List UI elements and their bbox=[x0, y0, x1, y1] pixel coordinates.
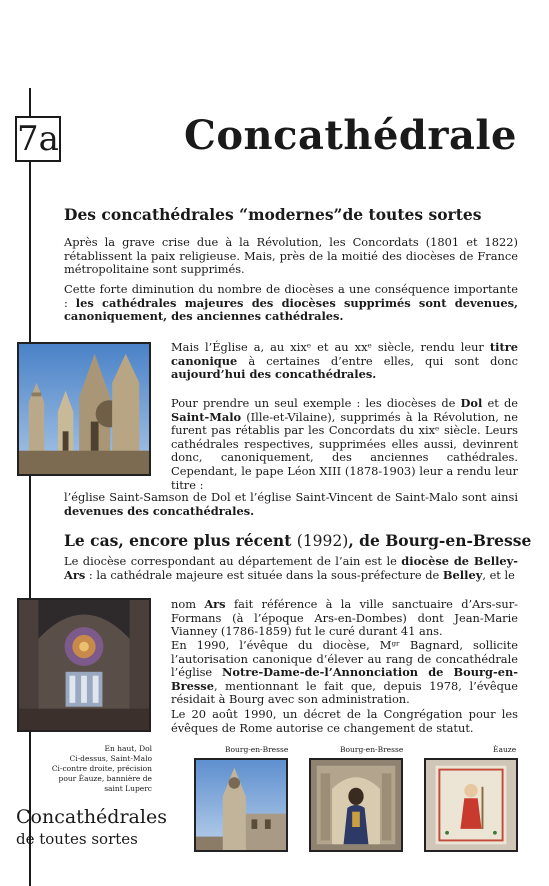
paragraph-5-bold: devenues des concathédrales. bbox=[64, 503, 255, 518]
caption-dol: En haut, Dol bbox=[104, 744, 152, 753]
paragraph-8-text-a: En 1990, l’évêque du diocèse, Mᵍʳ Bagnard, sollicite l’autorisation canonique d’élever au rang de concathédrale l’église bbox=[171, 638, 518, 680]
caption-block bbox=[40, 744, 152, 794]
caption-bourg-2: Bourg-en-Bresse bbox=[340, 745, 404, 754]
photo-bourg-exterior bbox=[194, 758, 288, 852]
photo-dol-cathedral bbox=[17, 342, 151, 476]
paragraph-3-bold-a: titre canonique bbox=[171, 340, 518, 368]
heading-2-part-a: Le cas, encore plus récent bbox=[64, 531, 297, 550]
margin-rule bbox=[29, 88, 31, 886]
paragraph-6 bbox=[64, 555, 518, 582]
paragraph-8 bbox=[171, 639, 518, 707]
paragraph-1: Après la grave crise due à la Révolution, les Concordats (1801 et 1822) rétablissent la paix religieuse. Mais, près de la moitié des diocèses de France métropolitaine sont supprimés. bbox=[64, 235, 518, 277]
paragraph-4-text-a: Pour prendre un seul exemple : les diocèses de bbox=[171, 396, 461, 410]
paragraph-7 bbox=[171, 598, 518, 639]
paragraph-3-bold-b: aujourd’hui des concathédrales. bbox=[171, 367, 377, 382]
page-title: Concathédrale bbox=[184, 112, 517, 159]
section-heading-1: Des concathédrales “modernes”de toutes sortes bbox=[64, 205, 482, 224]
paragraph-3-text-a: Mais l’Église a, au xixᵉ et au xxᵉ siècle, rendu leur bbox=[171, 340, 490, 354]
paragraph-8-text-b: , mentionnant le fait que, depuis 1978, l’évêque résidait à Bourg avec son administration. bbox=[171, 678, 518, 707]
paragraph-5 bbox=[64, 491, 518, 518]
paragraph-6-text-b: : la cathédrale majeure est située dans la sous-préfecture de bbox=[85, 567, 443, 582]
paragraph-4-text-c: (Ille-et-Vilaine), supprimés à la Révolution, ne furent pas rétablis par les Concordats du xixᵉ siècle. Leurs cathédrales respectives, supprimées elles aussi, devinrent donc, canoniquement, des anciennes cathédrales. Cependant, le pape Léon XIII (1878-1903) leur a rendu leur titre : bbox=[171, 409, 518, 492]
paragraph-6-text-a: Le diocèse correspondant au département de l’ain est le bbox=[64, 554, 402, 568]
paragraph-4-text-b: et de bbox=[482, 396, 518, 410]
paragraph-9: Le 20 août 1990, un décret de la Congrégation pour les évêques de Rome autorise ce changement de statut. bbox=[171, 707, 518, 735]
photo-eauze-banner bbox=[424, 758, 518, 852]
caption-eauze-detail: Ci-contre droite, précision pour Èauze, bannière de saint Luperc bbox=[51, 764, 152, 793]
section-heading-2 bbox=[64, 531, 531, 550]
paragraph-4-dol: Dol bbox=[460, 396, 483, 410]
section-number: 7a bbox=[15, 116, 61, 162]
caption-eauze: Èauze bbox=[493, 745, 517, 754]
footer-subtitle: de toutes sortes bbox=[16, 830, 138, 848]
paragraph-2-bold: les cathédrales majeures des diocèses supprimés sont devenues, canoniquement, des anciennes cathédrales. bbox=[64, 295, 518, 324]
paragraph-7-ars: Ars bbox=[204, 597, 226, 611]
paragraph-2-text: Cette forte diminution du nombre de diocèses a une conséquence importante : bbox=[64, 282, 518, 310]
paragraph-7-text-b: fait référence à la ville sanctuaire d’Ars-sur-Formans (à l’époque Ars-en-Dombes) dont Jean-Marie Vianney (1786-1859) fut le curé durant 41 ans. bbox=[171, 597, 518, 639]
paragraph-8-bold: Notre-Dame-de-l’Annonciation de Bourg-en-Bresse bbox=[171, 665, 518, 693]
paragraph-6-bold-b: Belley bbox=[442, 567, 483, 582]
paragraph-6-bold-a: diocèse de Belley-Ars bbox=[64, 554, 518, 582]
paragraph-3 bbox=[171, 341, 518, 382]
paragraph-4 bbox=[171, 397, 518, 492]
paragraph-5-text: l’église Saint-Samson de Dol et l’église Saint-Vincent de Saint-Malo sont ainsi bbox=[64, 490, 518, 504]
footer-title: Concathédrales bbox=[16, 806, 167, 828]
photo-bourg-madonna bbox=[309, 758, 403, 852]
heading-2-part-c: , de Bourg-en-Bresse bbox=[348, 531, 532, 550]
caption-saint-malo: Ci-dessus, Saint-Malo bbox=[69, 754, 152, 763]
paragraph-2 bbox=[64, 283, 518, 324]
paragraph-7-text-a: nom bbox=[171, 597, 205, 611]
photo-saint-malo-interior bbox=[17, 598, 151, 732]
paragraph-4-saint-malo: Saint-Malo bbox=[171, 409, 242, 424]
paragraph-6-text-c: , et le bbox=[482, 567, 515, 582]
paragraph-3-text-b: à certaines d’entre elles, qui sont donc bbox=[237, 353, 518, 368]
caption-bourg-1: Bourg-en-Bresse bbox=[225, 745, 289, 754]
heading-2-year: (1992) bbox=[296, 532, 349, 550]
